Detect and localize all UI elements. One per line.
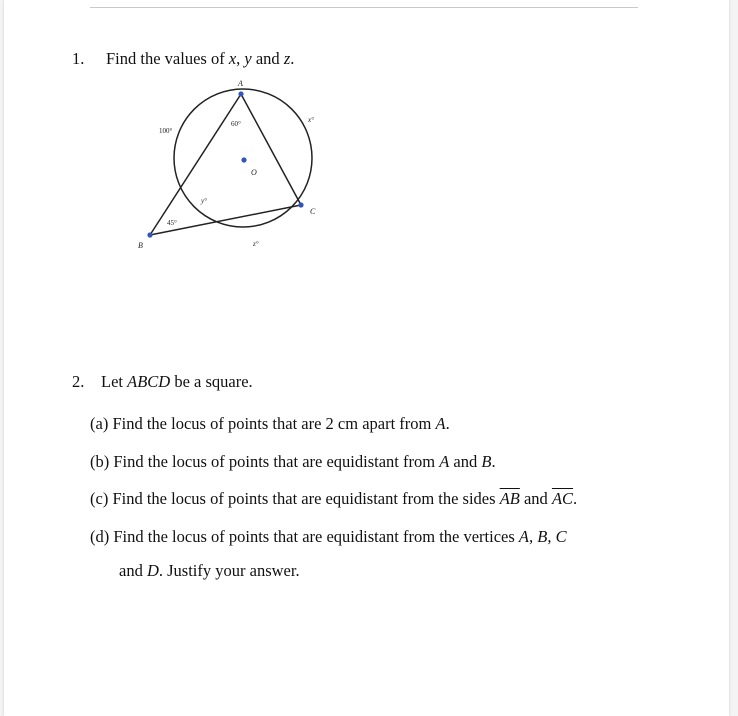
q1-period: . [290, 49, 295, 68]
label-a: A [238, 79, 243, 88]
q2d-vertices: A, B, C [518, 527, 567, 546]
point-o [241, 157, 246, 162]
q2d-line1 [90, 527, 567, 547]
q1-var-x: x [228, 49, 237, 68]
label-o: O [251, 168, 257, 177]
q2c-side2: $\overline{AC}$ [551, 489, 574, 508]
q2c-side1: $\overline{AB}$ [499, 489, 520, 508]
q2b-mid: and [449, 452, 482, 471]
line-a-to-c [241, 94, 301, 205]
angle-y-label: y° [201, 197, 207, 205]
q2d-line2-rest: . Justify your answer. [158, 561, 300, 580]
q2-number: 2. [72, 372, 85, 391]
label-c: C [310, 207, 316, 216]
q2d-point-d: D [146, 561, 159, 580]
q2b-p1: A [439, 452, 450, 471]
q2-text [101, 372, 253, 392]
q2d-text: Find the locus of points that are equidistant from the vertices [113, 527, 519, 546]
q2c-mid: and [519, 489, 552, 508]
document-page [4, 0, 729, 716]
q2a-end: . [445, 414, 450, 433]
q2b-end: . [491, 452, 496, 471]
circle-geometry-figure [4, 0, 729, 716]
angle-45-label: 45° [167, 219, 177, 227]
q2b-p2: B [481, 452, 492, 471]
q2a [90, 414, 450, 434]
q2b-text: Find the locus of points that are equidistant from [113, 452, 440, 471]
q2-text-after: be a square. [170, 372, 253, 391]
q2-text-before: Let [101, 372, 128, 391]
angle-60-label: 60° [231, 120, 241, 128]
q2a-text: Find the locus of points that are 2 cm apart from [112, 414, 436, 433]
point-c [298, 202, 303, 207]
q1-var-z: z [283, 49, 291, 68]
q2d-label: (d) [90, 527, 110, 546]
q2a-label: (a) [90, 414, 109, 433]
q1-comma: , [236, 49, 245, 68]
angle-100-label: 100° [159, 127, 173, 135]
angle-x-label: x° [308, 116, 314, 124]
q1-number: 1. [72, 49, 85, 68]
q2a-point: A [435, 414, 446, 433]
line-b-to-a [150, 94, 241, 235]
q1-and: and [251, 49, 284, 68]
point-b [147, 232, 152, 237]
q2c-end: . [573, 489, 578, 508]
q2b-label: (b) [90, 452, 110, 471]
angle-z-label: z° [253, 240, 259, 248]
q2c [90, 489, 577, 509]
label-b: B [138, 241, 143, 250]
q2d-line2-and: and [119, 561, 147, 580]
point-a [238, 91, 243, 96]
q1-text-before: Find the values of [106, 49, 229, 68]
q1-var-y: y [244, 49, 252, 68]
q2c-text: Find the locus of points that are equidistant from the sides [112, 489, 500, 508]
q2d-line2 [119, 561, 300, 581]
q2c-label: (c) [90, 489, 109, 508]
q2-square-name: ABCD [127, 372, 171, 391]
q2b [90, 452, 496, 472]
